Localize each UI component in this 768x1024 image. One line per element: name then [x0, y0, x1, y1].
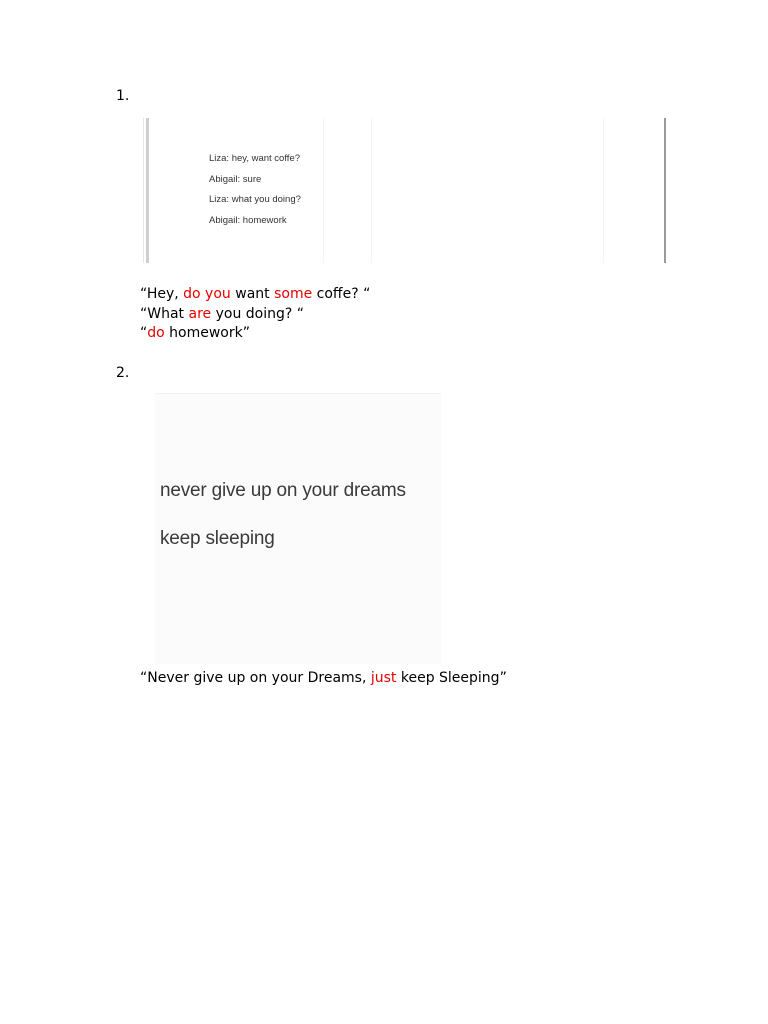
- chat-line: Abigail: homework: [209, 214, 287, 226]
- highlighted-correction: some: [274, 286, 313, 302]
- highlighted-correction: do you: [183, 286, 231, 302]
- chat-line: Abigail: sure: [209, 173, 262, 185]
- highlighted-correction: do: [147, 325, 165, 341]
- meme-image: [155, 393, 441, 664]
- text-segment: coffe? “: [312, 286, 371, 302]
- image-artifact: [371, 118, 372, 263]
- image-artifact: [323, 118, 324, 263]
- corrected-line-3: [140, 324, 370, 344]
- corrected-line-1: [140, 285, 370, 305]
- chat-screenshot-image: [143, 118, 666, 263]
- text-segment: keep Sleeping”: [396, 670, 507, 686]
- item-number-1: 1.: [116, 88, 130, 104]
- corrected-sentence: [140, 669, 507, 689]
- image-edge: [143, 118, 144, 263]
- text-segment: “Never give up on your Dreams,: [140, 670, 371, 686]
- text-segment: homework”: [164, 325, 250, 341]
- chat-transcript: [209, 152, 301, 234]
- text-segment: “: [140, 325, 148, 341]
- chat-line: Liza: hey, want coffe?: [209, 153, 301, 164]
- corrected-dialogue: [140, 285, 370, 344]
- highlighted-correction: are: [188, 305, 212, 322]
- image-edge: [664, 118, 666, 263]
- corrected-line-2: [140, 305, 370, 325]
- text-segment: “What: [140, 305, 189, 322]
- corrected-line-1: [140, 669, 507, 689]
- chat-line: Liza: what you doing?: [209, 194, 301, 205]
- text-segment: want: [230, 286, 275, 302]
- image-artifact: [603, 118, 604, 263]
- meme-text-line: never give up on your dreams: [160, 480, 406, 501]
- meme-text-line: keep sleeping: [160, 528, 275, 549]
- image-edge: [146, 118, 149, 263]
- highlighted-correction: just: [370, 670, 397, 686]
- item-number-2: 2.: [116, 365, 130, 381]
- text-segment: “Hey,: [140, 286, 184, 302]
- text-segment: you doing? “: [211, 305, 304, 322]
